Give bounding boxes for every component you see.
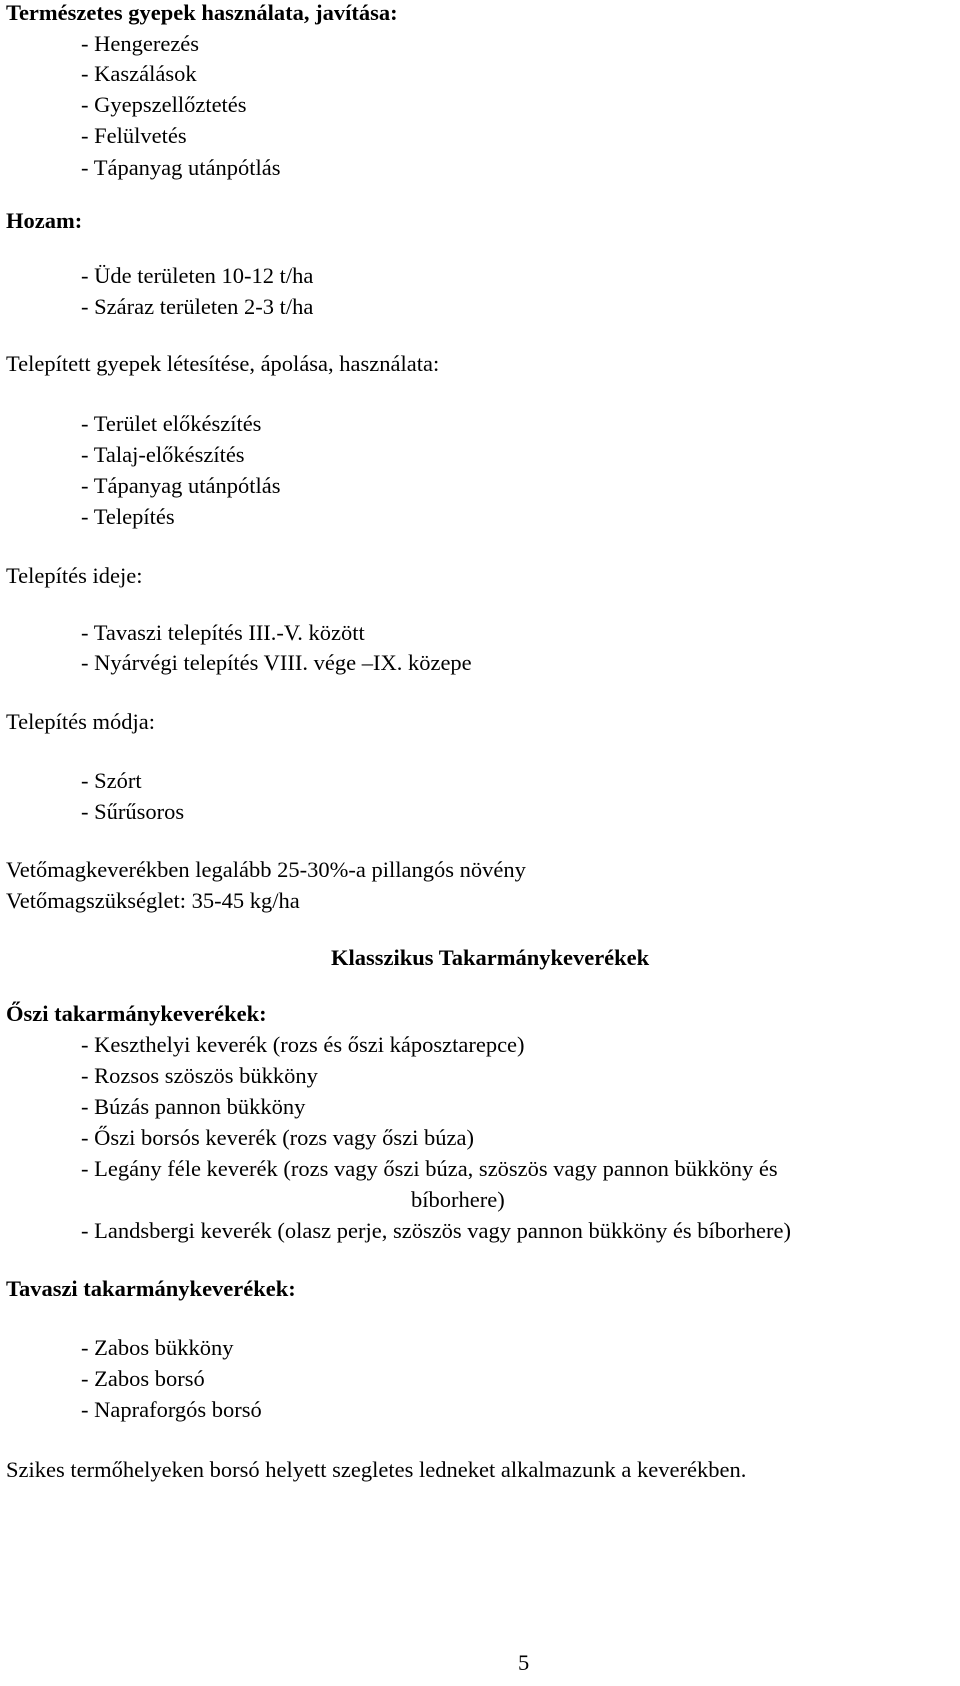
list-item: - Kaszálások (81, 61, 197, 86)
section-heading-natural-grasslands: Természetes gyepek használata, javítása: (6, 0, 398, 25)
list-item: - Zabos borsó (81, 1366, 205, 1391)
section-heading-yield: Hozam: (6, 208, 83, 233)
list-item: - Rozsos szöszös bükköny (81, 1063, 318, 1088)
list-item: - Hengerezés (81, 31, 200, 56)
list-item: - Szórt (81, 768, 142, 793)
list-item: - Telepítés (81, 504, 175, 529)
section-heading-sown-grasslands: Telepített gyepek létesítése, ápolása, használata: (6, 351, 440, 376)
list-item: - Legány féle keverék (rozs vagy őszi búza, szöszös vagy pannon bükköny és (81, 1156, 778, 1181)
closing-sentence: Szikes termőhelyeken borsó helyett szegletes ledneket alkalmazunk a keverékben. (6, 1457, 747, 1482)
page-number: 5 (518, 1650, 530, 1675)
list-item: - Gyepszellőztetés (81, 92, 247, 117)
list-item: - Nyárvégi telepítés VIII. vége –IX. közepe (81, 650, 472, 675)
list-item: - Landsbergi keverék (olasz perje, szöszös vagy pannon bükköny és bíborhere) (81, 1218, 791, 1243)
list-item: - Üde területen 10-12 t/ha (81, 263, 314, 288)
list-item: - Talaj-előkészítés (81, 442, 245, 467)
section-heading-classic-mixtures: Klasszikus Takarmánykeverékek (331, 945, 650, 970)
list-item: - Napraforgós borsó (81, 1397, 262, 1422)
list-item: - Sűrűsoros (81, 799, 185, 824)
list-item: - Zabos bükköny (81, 1335, 234, 1360)
note-line: Vetőmagkeverékben legalább 25-30%-a pillangós növény (6, 857, 526, 882)
note-line: Vetőmagszükséglet: 35-45 kg/ha (6, 888, 300, 913)
list-item: - Búzás pannon bükköny (81, 1094, 306, 1119)
list-item: - Tavaszi telepítés III.-V. között (81, 620, 365, 645)
list-item: - Keszthelyi keverék (rozs és őszi káposztarepce) (81, 1032, 525, 1057)
list-item: - Terület előkészítés (81, 411, 262, 436)
section-heading-sowing-time: Telepítés ideje: (6, 563, 143, 588)
list-item: - Tápanyag utánpótlás (81, 473, 281, 498)
section-heading-autumn-mixtures: Őszi takarmánykeverékek: (6, 1001, 267, 1026)
list-item: - Tápanyag utánpótlás (81, 155, 281, 180)
section-heading-spring-mixtures: Tavaszi takarmánykeverékek: (6, 1276, 296, 1301)
section-heading-sowing-method: Telepítés módja: (6, 709, 156, 734)
list-item: - Őszi borsós keverék (rozs vagy őszi búza) (81, 1125, 474, 1150)
list-item: - Felülvetés (81, 123, 187, 148)
list-item: - Száraz területen 2-3 t/ha (81, 294, 314, 319)
list-item-continuation: bíborhere) (411, 1187, 505, 1212)
